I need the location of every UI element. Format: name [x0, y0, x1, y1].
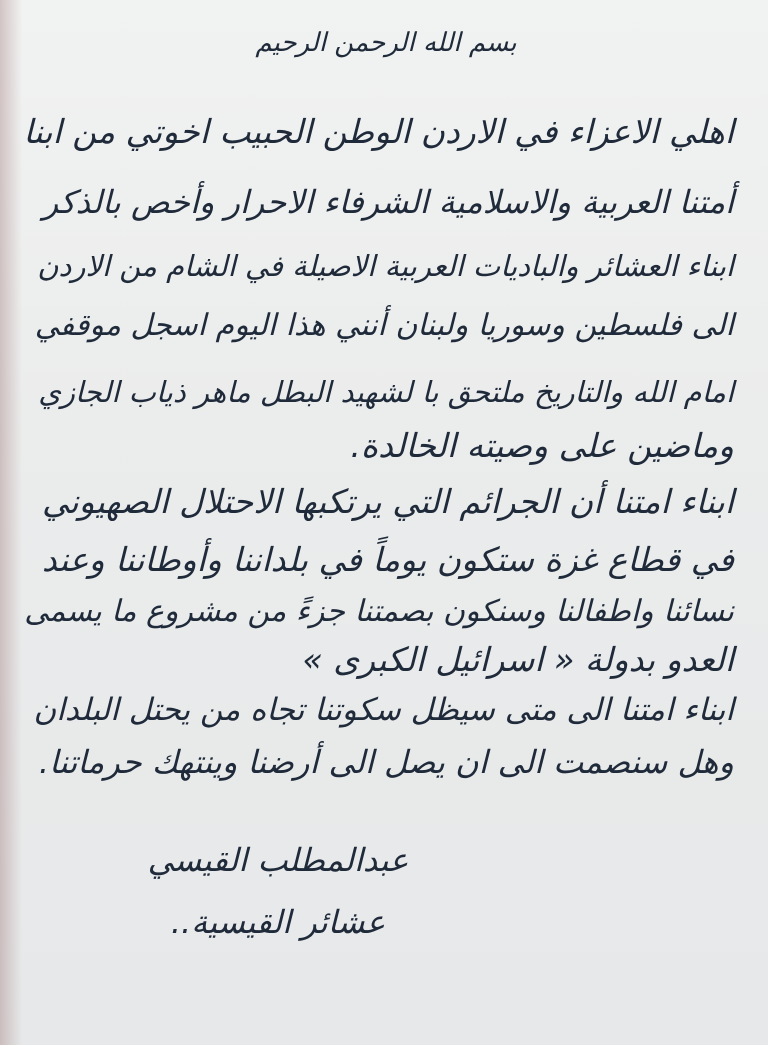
letter-line-2: أمتنا العربية والاسلامية الشرفاء الاحرار وأخص بالذكر	[42, 183, 734, 221]
signature-tribe: عشائر القيسية..	[170, 903, 386, 941]
basmala-heading: بسم الله الرحمن الرحيم	[255, 28, 517, 58]
letter-line-1: اهلي الاعزاء في الاردن الوطن الحبيب اخوتي من ابنا	[23, 112, 734, 151]
letter-line-8: في قطاع غزة ستكون يوماً في بلداننا وأوطاننا وعند	[41, 540, 734, 579]
letter-line-9: نسائنا واطفالنا وسنكون بصمتنا جزءً من مشروع ما يسمى	[24, 594, 734, 629]
letter-line-3: ابناء العشائر والباديات العربية الاصيلة في الشام من الاردن	[37, 249, 734, 283]
letter-line-12: وهل سنصمت الى ان يصل الى أرضنا وينتهك حرماتنا.	[38, 743, 734, 781]
handwritten-letter	[18, 0, 754, 1045]
letter-line-10: العدو بدولة « اسرائيل الكبرى »	[302, 640, 734, 679]
letter-line-11: ابناء امتنا الى متى سيظل سكوتنا تجاه من يحتل البلدان	[33, 692, 734, 728]
signature-name: عبدالمطلب القيسي	[147, 841, 409, 879]
letter-line-7: ابناء امتنا أن الجرائم التي يرتكبها الاحتلال الصهيوني	[41, 482, 734, 521]
letter-line-4: الى فلسطين وسوريا ولبنان أنني هذا اليوم اسجل موقفي	[34, 308, 734, 343]
letter-line-6: وماضين على وصيته الخالدة.	[350, 426, 734, 465]
letter-line-5: امام الله والتاريخ ملتحق با لشهيد البطل ماهر ذياب الجازي	[38, 375, 734, 409]
